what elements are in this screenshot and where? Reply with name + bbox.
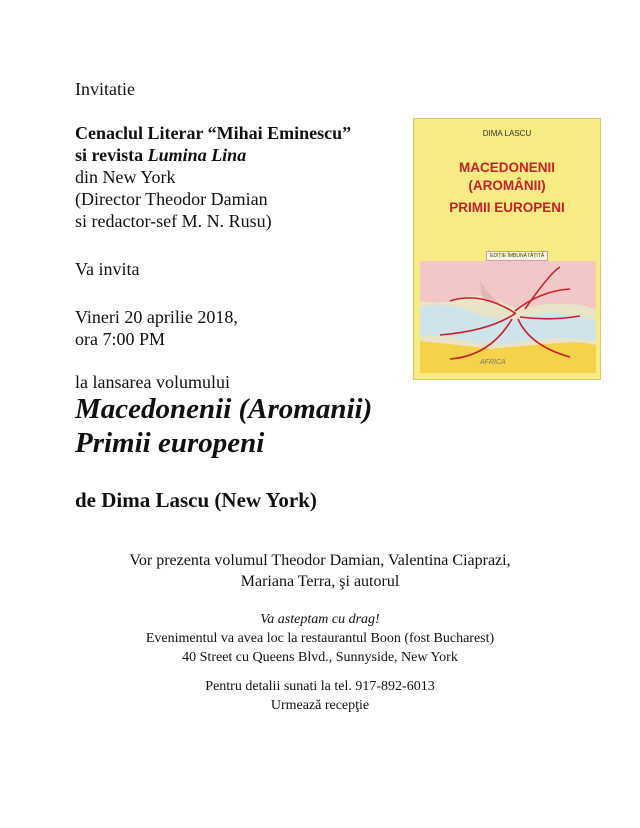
cover-map-illustration (420, 261, 596, 373)
welcome-line: Va asteptam cu drag! (260, 612, 380, 627)
venue-line-2: 40 Street cu Queens Blvd., Sunnyside, New York (182, 650, 458, 665)
book-title-line-1: Macedonenii (Aromanii) (75, 393, 373, 425)
organizers-block (75, 122, 405, 232)
invite-verb: Va invita (75, 259, 140, 279)
venue-line-1: Evenimentul va avea loc la restaurantul Boon (fost Bucharest) (145, 631, 495, 646)
cover-author: DIMA LASCU (482, 129, 532, 138)
cover-title (414, 159, 600, 217)
contact-block (0, 677, 640, 715)
contact-phone: Pentru detalii sunati la tel. 917-892-6013 (205, 679, 435, 694)
organizer-line-2-prefix: si revista (75, 145, 148, 165)
organizer-line-4: (Director Theodor Damian (75, 189, 268, 209)
cover-title-line-3: PRIMII EUROPENI (449, 200, 565, 215)
book-title (75, 392, 372, 460)
presenters-block (0, 550, 640, 592)
presenters-line-2: Mariana Terra, şi autorul (240, 573, 400, 590)
reception-note: Urmează recepţie (270, 698, 370, 713)
author-line: de Dima Lascu (New York) (75, 488, 317, 512)
invitation-heading: Invitatie (75, 79, 135, 99)
cover-title-line-1: MACEDONENII (458, 160, 555, 175)
organizer-line-2 (75, 144, 405, 166)
magazine-name: Lumina Lina (147, 145, 247, 165)
launch-intro: la lansarea volumului (75, 372, 230, 392)
book-title-line-2: Primii europeni (75, 427, 265, 459)
book-cover-image (413, 118, 601, 380)
event-date-line-1: Vineri 20 aprilie 2018, (75, 307, 238, 327)
event-time-line: ora 7:00 PM (75, 329, 165, 349)
event-date (75, 306, 238, 350)
venue-block (0, 610, 640, 667)
cover-title-line-2: (AROMÂNII) (468, 178, 546, 193)
organizer-line-1: Cenaclul Literar “Mihai Eminescu” (75, 123, 352, 143)
presenters-line-1: Vor prezenta volumul Theodor Damian, Valentina Ciaprazi, (129, 552, 511, 569)
cover-edition-label: EDIȚIE ÎMBUNĂTĂȚITĂ (486, 251, 548, 261)
organizer-line-5: si redactor-sef M. N. Rusu) (75, 211, 272, 231)
organizer-line-3: din New York (75, 167, 176, 187)
africa-label: AFRICA (480, 359, 506, 366)
